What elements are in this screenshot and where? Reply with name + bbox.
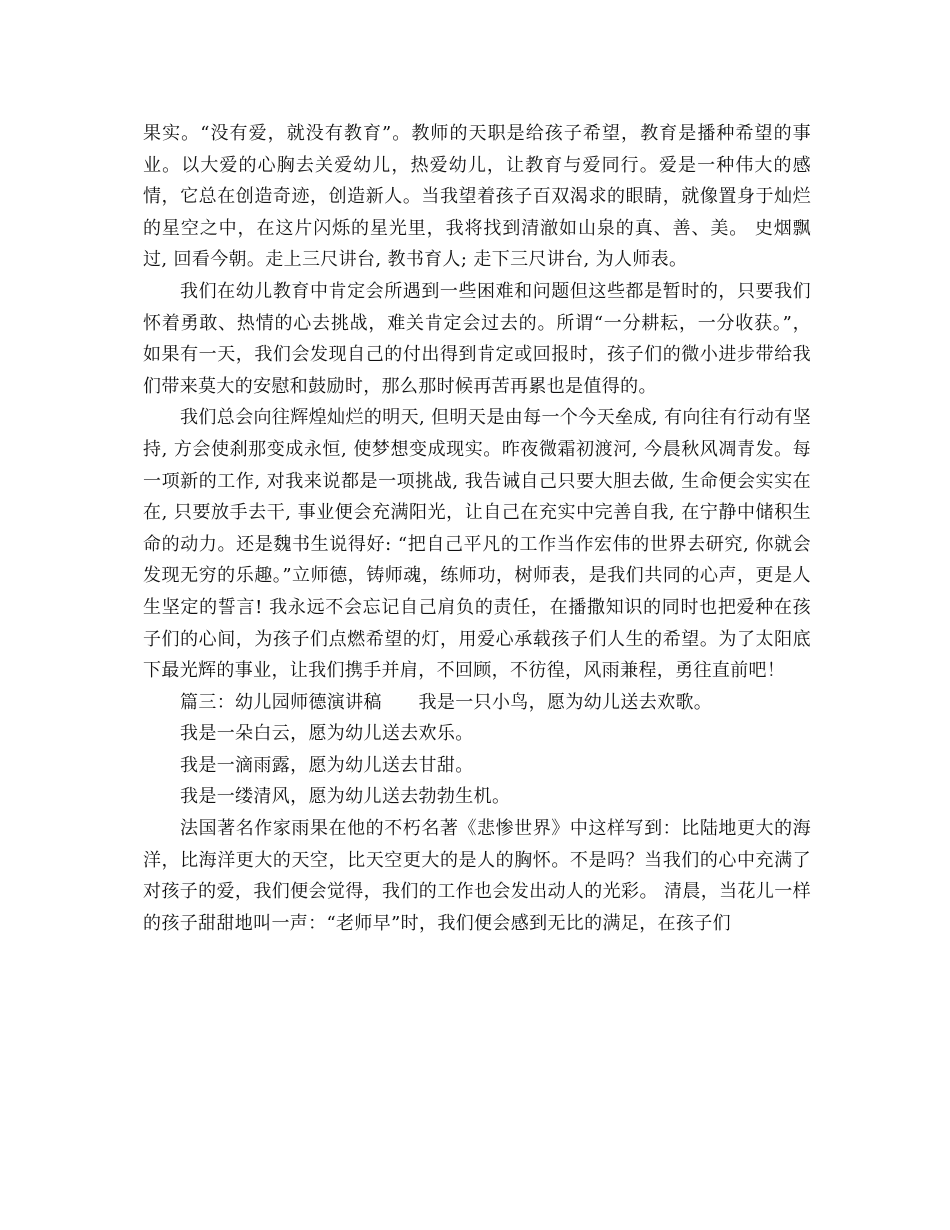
paragraph-5: 我是一朵白云，愿为幼儿送去欢乐。: [180, 723, 474, 745]
paragraph-6: 我是一滴雨露，愿为幼儿送去甘甜。: [180, 754, 474, 776]
document-body: [143, 118, 811, 939]
paragraph-2: 我们在幼儿教育中肯定会所遇到一些困难和问题但这些都是暂时的，只要我们怀着勇敢、热情的心去挑战，难关肯定会过去的。所谓“一分耕耘，一分收获。”，如果有一天，我们会发现自己的付出得到肯定或回报时，孩子们的微小进步带给我们带来莫大的安慰和鼓励时，那么那时候再苦再累也是值得的。: [143, 280, 811, 397]
paragraph-1: 果实。“没有爱，就没有教育”。教师的天职是给孩子希望，教育是播种希望的事业。以大爱的心胸去关爱幼儿，热爱幼儿，让教育与爱同行。爱是一种伟大的感情，它总在创造奇迹，创造新人。当我望着孩子百双渴求的眼睛，就像置身于灿烂的星空之中，在这片闪烁的星光里，我将找到清澈如山泉的真、善、美。 史烟飘过, 回看今朝。走上三尺讲台, 教书育人; 走下三尺讲台, 为人师表。: [143, 123, 811, 271]
section-heading-line: 篇三：幼儿园师德演讲稿 我是一只小鸟，愿为幼儿送去欢歌。: [180, 691, 713, 713]
paragraph-8: 法国著名作家雨果在他的不朽名著《悲惨世界》中这样写到：比陆地更大的海洋，比海洋更大的天空，比天空更大的是人的胸怀。不是吗？当我们的心中充满了对孩子的爱，我们便会觉得，我们的工作也会发出动人的光彩。 清晨，当花儿一样的孩子甜甜地叫一声：“老师早”时，我们便会感到无比的满足，在孩子们: [143, 818, 811, 934]
paragraph-3: 我们总会向往辉煌灿烂的明天, 但明天是由每一个今天垒成, 有向往有行动有坚持, 方会使刹那变成永恒, 使梦想变成现实。昨夜微霜初渡河, 今晨秋风凋青发。每一项新的工作, 对我来说都是一项挑战, 我告诫自己只要大胆去做, 生命便会实实在在, 只要放手去干, 事业便会充满阳光，让自己在充实中完善自我, 在宁静中储积生命的动力。还是魏书生说得好: “把自己平凡的工作当作宏伟的世界去研究, 你就会发现无穷的乐趣。”立师德，铸师魂，练师功，树师表，是我们共同的心声，更是人生坚定的誓言! 我永远不会忘记自己肩负的责任，在播撒知识的同时也把爱种在孩子们的心间，为孩子们点燃希望的灯，用爱心承载孩子们人生的希望。为了太阳底下最光辉的事业，让我们携手并肩，不回顾，不彷徨，风雨兼程，勇往直前吧！: [143, 407, 811, 682]
paragraph-7: 我是一缕清风，愿为幼儿送去勃勃生机。: [180, 786, 511, 808]
